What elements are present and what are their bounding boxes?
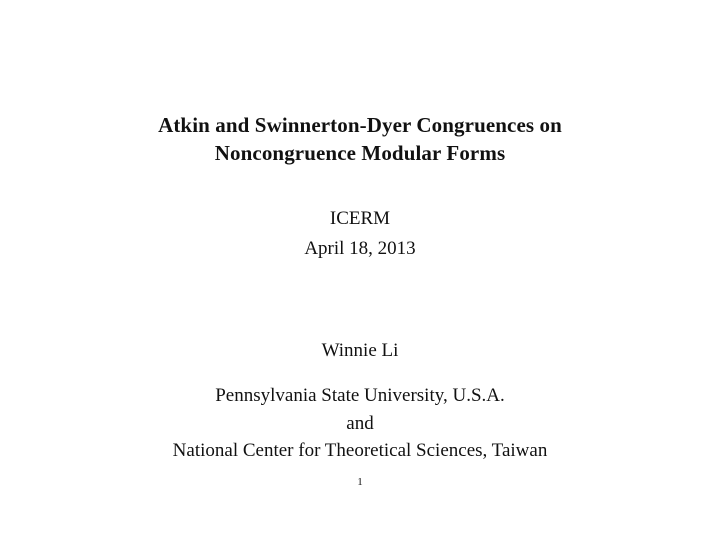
page-number: 1 xyxy=(357,476,363,488)
affiliation-conjunction: and xyxy=(346,413,374,434)
event-date: April 18, 2013 xyxy=(304,238,416,259)
author-name: Winnie Li xyxy=(321,340,399,361)
affiliation-1: Pennsylvania State University, U.S.A. xyxy=(215,385,505,406)
affiliation-2: National Center for Theoretical Sciences, Taiwan xyxy=(172,440,548,461)
event-name: ICERM xyxy=(329,208,391,229)
title-line-2: Noncongruence Modular Forms xyxy=(214,141,506,165)
title-line-1: Atkin and Swinnerton-Dyer Congruences on xyxy=(158,113,562,137)
